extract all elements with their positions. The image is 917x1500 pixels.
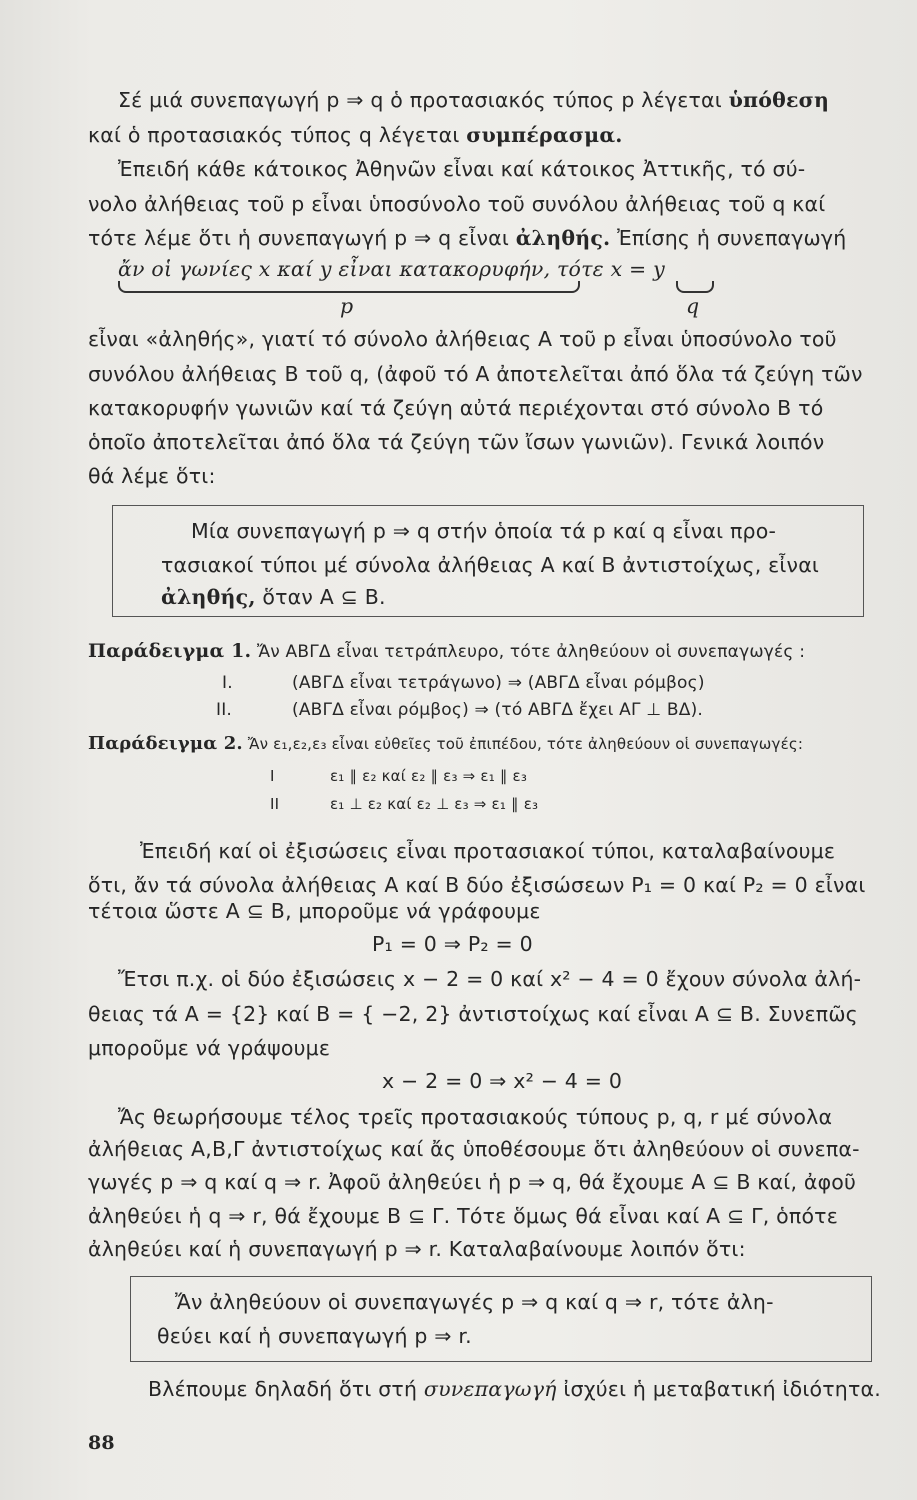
box-1-line-2: τασιακοί τύποι μέ σύνολα ἀλήθειας Α καί Β ἀντιστοίχως, εἶναι: [161, 553, 820, 577]
page-number: 88: [88, 1432, 115, 1454]
example-2-label: Παράδειγμα 2.: [88, 733, 243, 754]
paragraph-4-line-2: ὅτι, ἄν τά σύνολα ἀλήθειας Α καί Β δύο ἐξισώσεων P₁ = 0 καί P₂ = 0 εἶναι: [88, 873, 866, 897]
paragraph-3-line-3: κατακορυφήν γωνιῶν καί τά ζεύγη αὐτά περιέχονται στό σύνολο Β τό: [88, 396, 824, 420]
paragraph-4-line-3: τέτοια ὥστε Α ⊆ Β, μποροῦμε νά γράφουμε: [88, 899, 541, 923]
paragraph-3-line-1: εἶναι «ἀληθής», γιατί τό σύνολο ἀλήθειας Α τοῦ p εἶναι ὑποσύνολο τοῦ: [88, 327, 837, 351]
term-true: ἀληθής.: [515, 226, 611, 250]
paragraph-6-line-1: Ἄς θεωρήσουμε τέλος τρεῖς προτασιακούς τύπους p, q, r μέ σύνολα: [118, 1105, 833, 1129]
text: Ἐπίσης ἡ συνεπαγωγή: [617, 226, 847, 250]
example-1-label: Παράδειγμα 1.: [88, 640, 252, 662]
paragraph-2-line-1: Ἐπειδή κάθε κάτοικος Ἀθηνῶν εἶναι καί κάτοικος Ἀττικῆς, τό σύ-: [118, 157, 806, 181]
text: ἰσχύει ἡ μεταβατική ἰδιότητα.: [563, 1377, 881, 1401]
paragraph-5-line-2: θειας τά Α = {2} καί Β = { −2, 2} ἀντιστοίχως καί εἶναι Α ⊆ Β. Συνεπῶς: [88, 1002, 858, 1026]
paragraph-6-line-2: ἀλήθειας Α,Β,Γ ἀντιστοίχως καί ἄς ὑποθέσουμε ὅτι ἀληθεύουν οἱ συνεπα-: [88, 1137, 860, 1161]
example-2-item-1-text: ε₁ ∥ ε₂ καί ε₂ ∥ ε₃ ⇒ ε₁ ∥ ε₃: [330, 767, 528, 785]
label-p: p: [340, 294, 354, 318]
example-1-item-2-num: II.: [216, 700, 233, 720]
paragraph-5-line-3: μποροῦμε νά γράψουμε: [88, 1036, 331, 1060]
text: Ἄν ΑΒΓΔ εἶναι τετράπλευρο, τότε ἀληθεύουν οἱ συνεπαγωγές :: [256, 642, 806, 662]
paragraph-1-line-2: [88, 122, 623, 148]
paragraph-4-line-1: Ἐπειδή καί οἱ ἐξισώσεις εἶναι προτασιακοί τύποι, καταλαβαίνουμε: [140, 839, 836, 863]
formula-2: x − 2 = 0 ⇒ x² − 4 = 0: [382, 1069, 623, 1093]
example-1-item-1-num: I.: [222, 673, 233, 693]
term-hypothesis: ὑπόθεση: [728, 88, 830, 112]
paragraph-6-line-5: ἀληθεύει καί ἡ συνεπαγωγή p ⇒ r. Καταλαβαίνουμε λοιπόν ὅτι:: [88, 1237, 746, 1261]
statement-then: τότε: [557, 257, 604, 281]
label-q: q: [686, 294, 700, 318]
term-conclusion: συμπέρασμα.: [466, 123, 623, 147]
paragraph-3-line-2: συνόλου ἀλήθειας Β τοῦ q, (ἀφοῦ τό Α ἀποτελεῖται ἀπό ὅλα τά ζεύγη τῶν: [88, 362, 863, 386]
definition-box: [112, 505, 864, 617]
text: Βλέπουμε δηλαδή ὅτι στή: [148, 1377, 418, 1401]
paragraph-1-line-1: [118, 87, 829, 113]
example-2-intro: [88, 731, 803, 757]
formula-1: P₁ = 0 ⇒ P₂ = 0: [372, 932, 533, 956]
text: τότε λέμε ὅτι ἡ συνεπαγωγή p ⇒ q εἶναι: [88, 226, 509, 250]
paragraph-6-line-3: γωγές p ⇒ q καί q ⇒ r. Ἀφοῦ ἀληθεύει ἡ p ⇒ q, θά ἔχουμε Α ⊆ Β καί, ἀφοῦ: [88, 1170, 857, 1194]
term-implication: συνεπαγωγή: [423, 1377, 557, 1401]
paragraph-3-line-4: ὁποῖο ἀποτελεῖται ἀπό ὅλα τά ζεύγη τῶν ἴσων γωνιῶν). Γενικά λοιπόν: [88, 430, 825, 454]
statement-p: ἄν οἱ γωνίες x καί y εἶναι κατακορυφήν,: [118, 257, 551, 281]
example-2-item-2-text: ε₁ ⊥ ε₂ καί ε₂ ⊥ ε₃ ⇒ ε₁ ∥ ε₃: [330, 795, 539, 813]
box-1-line-3: [161, 584, 386, 610]
example-2-item-1-num: I: [270, 767, 275, 785]
brace-q: [676, 281, 714, 293]
example-1-item-1-text: (ΑΒΓΔ εἶναι τετράγωνο) ⇒ (ΑΒΓΔ εἶναι ρόμβος): [292, 673, 705, 693]
text: ὅταν Α ⊆ Β.: [262, 585, 386, 609]
statement-q: x = y: [610, 257, 665, 281]
text: Σέ μιά συνεπαγωγή p ⇒ q ὁ προτασιακός τύπος p λέγεται: [118, 88, 722, 112]
paragraph-5-line-1: Ἔτσι π.χ. οἱ δύο ἐξισώσεις x − 2 = 0 καί x² − 4 = 0 ἔχουν σύνολα ἀλή-: [118, 967, 862, 991]
term-true: ἀληθής,: [161, 585, 256, 609]
brace-p: [118, 281, 580, 293]
paragraph-2-line-3: [88, 225, 846, 251]
box-2-line-2: θεύει καί ἡ συνεπαγωγή p ⇒ r.: [157, 1324, 472, 1348]
text: Ἄν ε₁,ε₂,ε₃ εἶναι εὐθεῖες τοῦ ἐπιπέδου, τότε ἀληθεύουν οἱ συνεπαγωγές:: [247, 735, 804, 753]
box-1-line-1: Μία συνεπαγωγή p ⇒ q στήν ὁποία τά p καί q εἶναι προ-: [191, 519, 777, 543]
paragraph-3-line-5: θά λέμε ὅτι:: [88, 464, 216, 488]
example-1-item-2-text: (ΑΒΓΔ εἶναι ρόμβος) ⇒ (τό ΑΒΓΔ ἔχει ΑΓ ⊥ ΒΔ).: [292, 700, 704, 720]
example-2-item-2-num: II: [270, 795, 280, 813]
box-2-line-1: Ἄν ἀληθεύουν οἱ συνεπαγωγές p ⇒ q καί q ⇒ r, τότε ἀλη-: [175, 1290, 774, 1314]
text: καί ὁ προτασιακός τύπος q λέγεται: [88, 123, 460, 147]
paragraph-2-line-2: νολο ἀλήθειας τοῦ p εἶναι ὑποσύνολο τοῦ συνόλου ἀλήθειας τοῦ q καί: [88, 192, 826, 216]
transitivity-box: [130, 1276, 872, 1362]
paragraph-6-line-4: ἀληθεύει ἡ q ⇒ r, θά ἔχουμε Β ⊆ Γ. Τότε ὅμως θά εἶναι καί Α ⊆ Γ, ὁπότε: [88, 1204, 839, 1228]
example-1-intro: [88, 638, 805, 665]
example-statement: [118, 256, 665, 282]
closing-line: [148, 1376, 881, 1402]
